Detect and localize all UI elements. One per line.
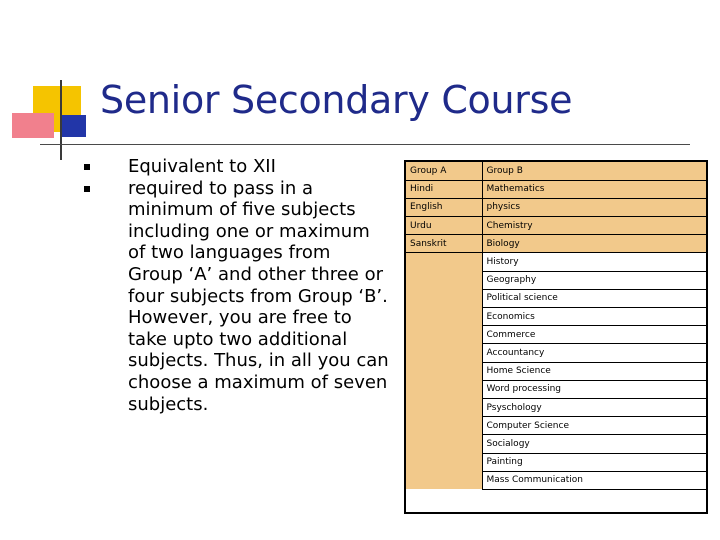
table-row [406,326,706,344]
group-b-cell: Biology [482,235,706,253]
slide-title: Senior Secondary Course [100,78,573,122]
title-divider [40,144,690,145]
group-b-cell: Economics [482,308,706,326]
table-row [406,271,706,289]
bullet-item [84,178,390,416]
group-b-cell: Word processing [482,380,706,398]
table-row [406,217,706,235]
table-row [406,453,706,471]
group-a-cell [406,362,482,380]
group-b-cell: Accountancy [482,344,706,362]
bullet-text: required to pass in a minimum of five subjects including one or maximum of two languages from Group ‘A’ and other three or four subjects from Group ‘B’. However, you are free to take upto two additional subjects. Thus, in all you can choose a maximum of seven subjects. [128,177,389,415]
table-row [406,435,706,453]
group-a-cell [406,398,482,416]
subjects-table [404,160,708,514]
table-row [406,398,706,416]
table-row [406,471,706,489]
group-a-cell [406,380,482,398]
logo-pink-square [12,113,54,138]
group-a-cell [406,471,482,489]
table-header-row [406,162,706,180]
square-bullet-icon [84,164,90,170]
group-a-cell [406,453,482,471]
table-row [406,380,706,398]
group-b-cell: Socialogy [482,435,706,453]
group-b-cell: Home Science [482,362,706,380]
table-row [406,235,706,253]
bullet-item [84,156,390,178]
bullet-text: Equivalent to XII [128,156,276,177]
group-b-cell: Mathematics [482,180,706,198]
group-a-cell [406,435,482,453]
group-a-cell: Hindi [406,180,482,198]
square-bullet-icon [84,186,90,192]
group-a-cell [406,289,482,307]
table-row [406,253,706,271]
group-b-cell: Political science [482,289,706,307]
group-a-cell [406,326,482,344]
group-b-header: Group B [482,162,706,180]
group-b-cell: Geography [482,271,706,289]
group-a-cell [406,308,482,326]
group-a-cell: English [406,198,482,216]
group-a-header: Group A [406,162,482,180]
group-a-cell [406,271,482,289]
group-b-cell: History [482,253,706,271]
group-b-cell: Commerce [482,326,706,344]
group-a-cell: Sanskrit [406,235,482,253]
group-b-cell: Psyschology [482,398,706,416]
group-b-cell: physics [482,198,706,216]
table-row [406,344,706,362]
group-b-cell: Painting [482,453,706,471]
group-a-cell [406,417,482,435]
table-row [406,289,706,307]
table-row [406,198,706,216]
group-a-cell [406,253,482,271]
group-b-cell: Mass Communication [482,471,706,489]
logo-vertical-line [60,80,62,160]
group-a-cell [406,344,482,362]
group-b-cell: Computer Science [482,417,706,435]
group-a-cell: Urdu [406,217,482,235]
table-row [406,308,706,326]
table-row [406,362,706,380]
group-b-cell: Chemistry [482,217,706,235]
table-row [406,180,706,198]
logo-blue-square [62,115,86,137]
table-row [406,417,706,435]
bullet-list [84,156,390,415]
